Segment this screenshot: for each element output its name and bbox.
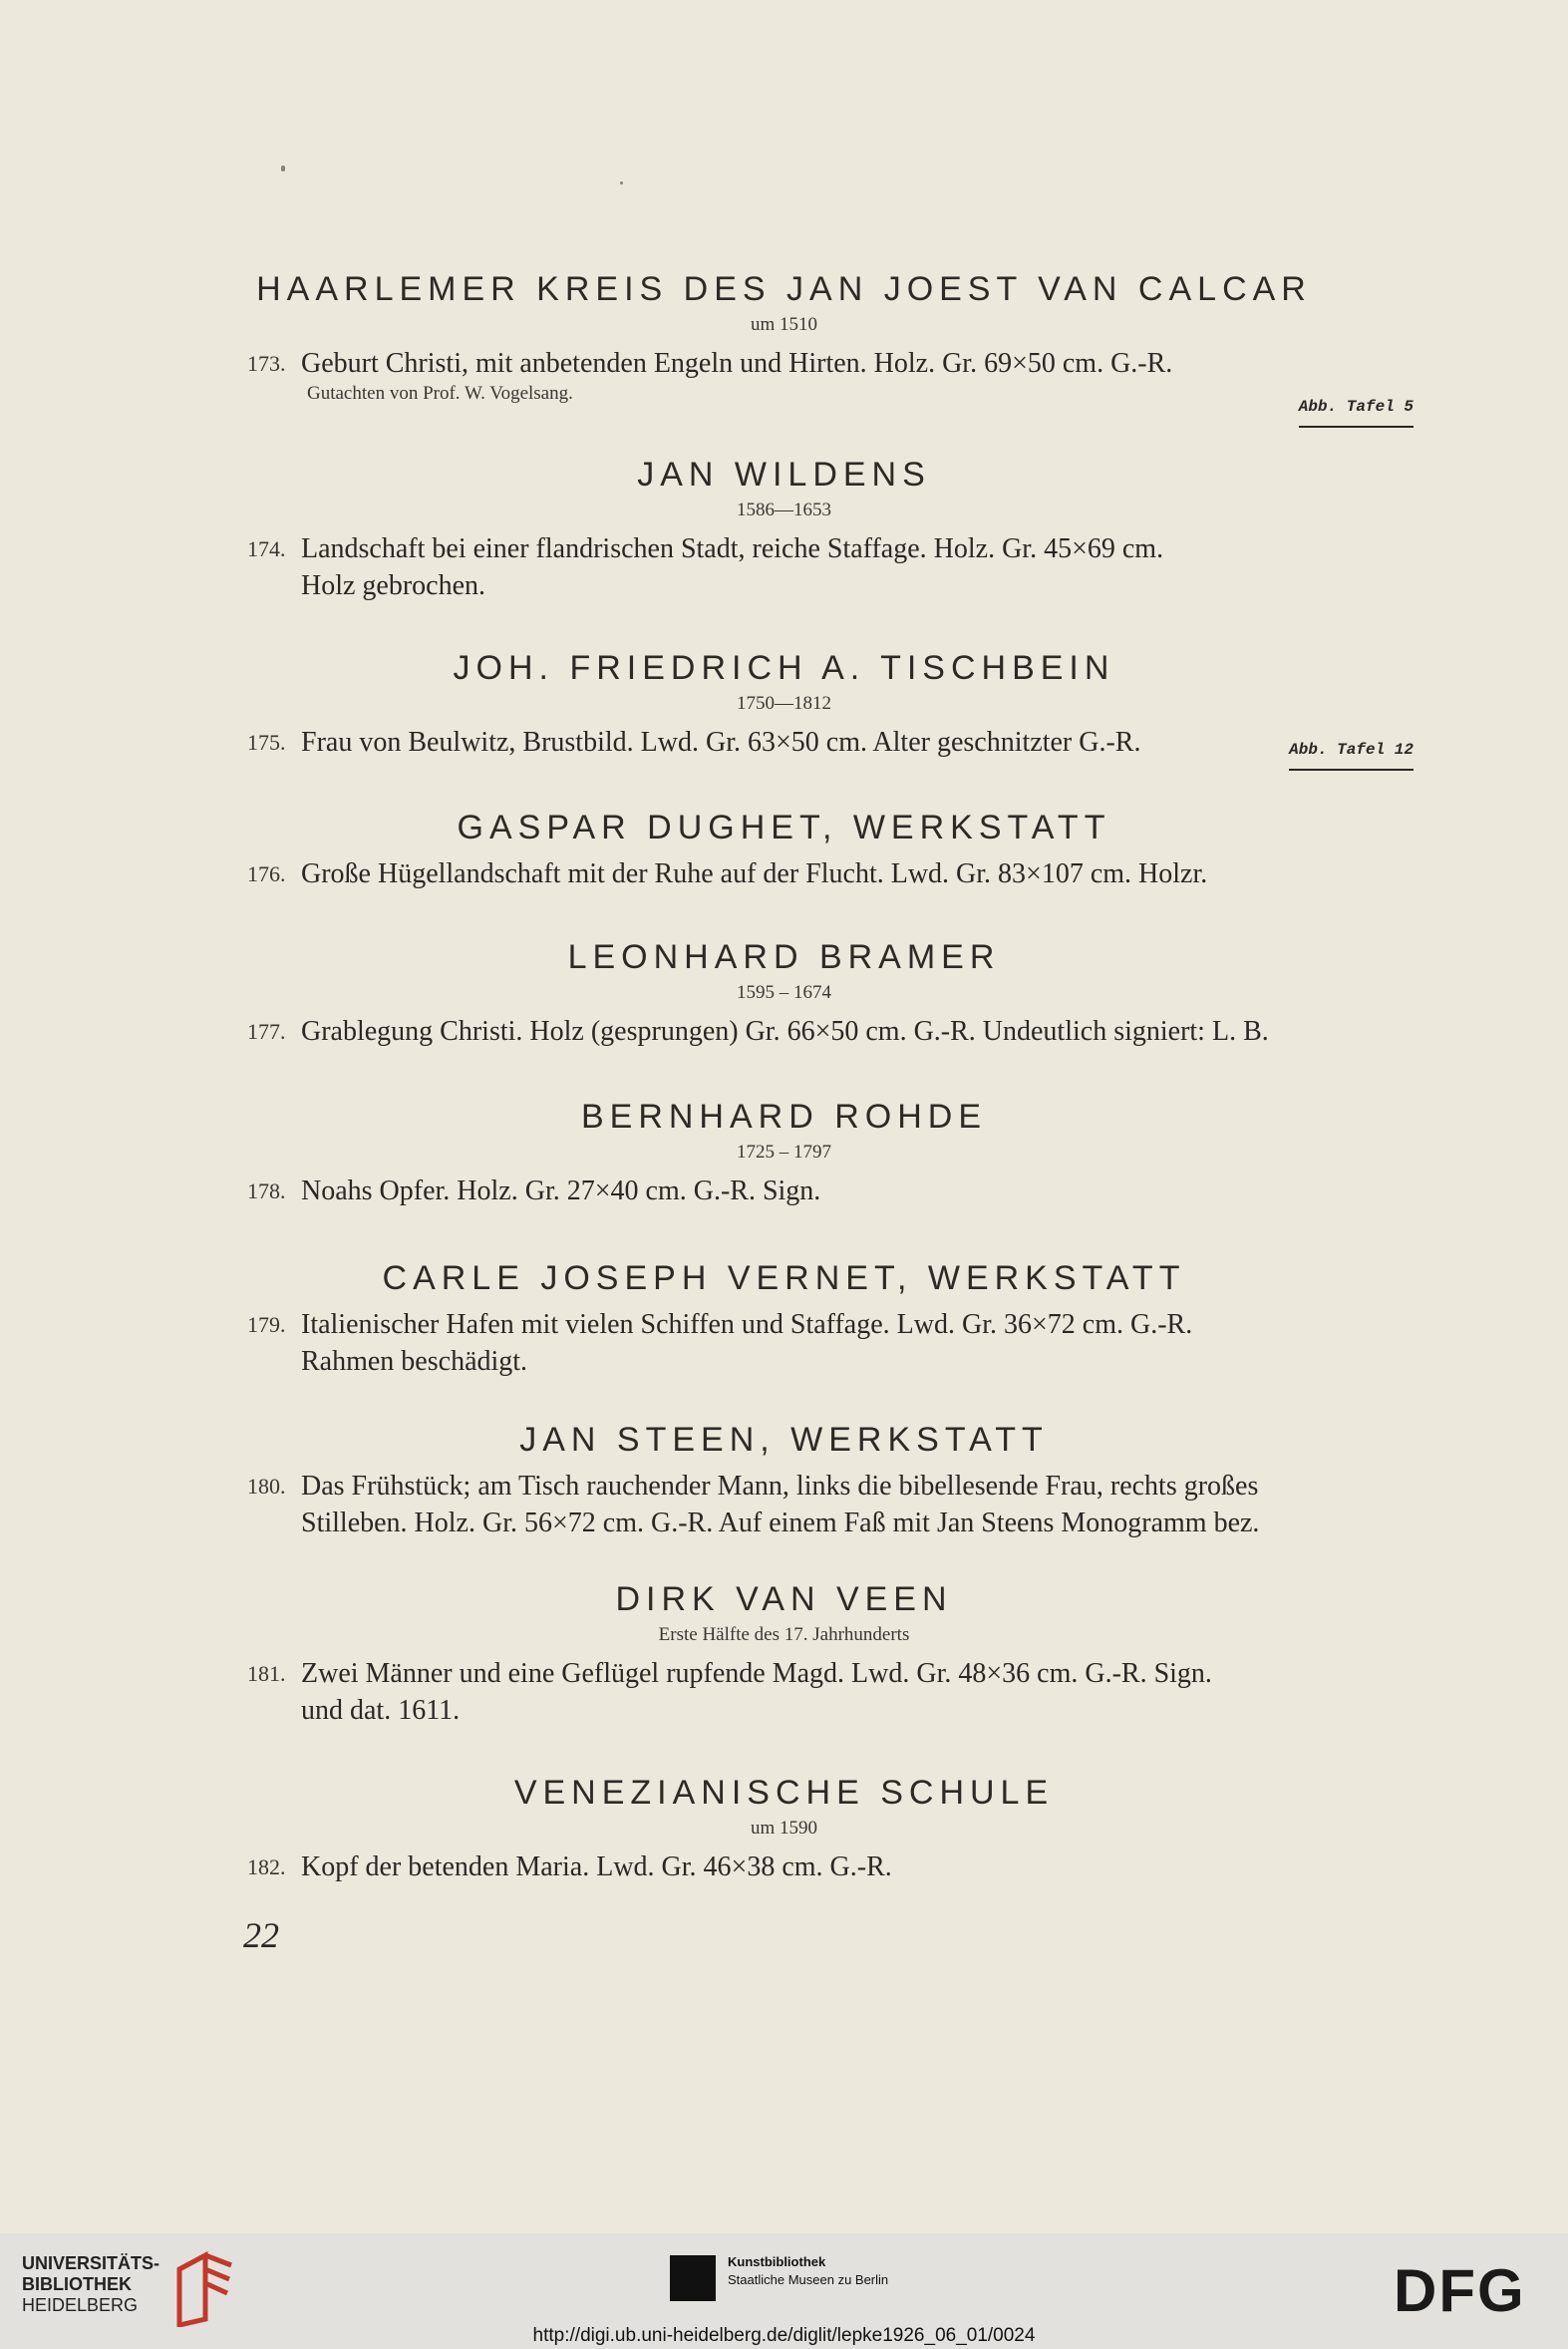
artist-heading: BERNHARD ROHDE (580, 1098, 988, 1136)
catalog-section (0, 1097, 1568, 1209)
entry-description: Zwei Männer und eine Geflügel rupfende Magd. Lwd. Gr. 48×36 cm. G.-R. Sign. (301, 1658, 1212, 1689)
entry-number: 182. (247, 1854, 286, 1879)
entry-description: Große Hügellandschaft mit der Ruhe auf der Flucht. Lwd. Gr. 83×107 cm. Holzr. (301, 858, 1208, 889)
catalog-entry (247, 1013, 1413, 1050)
entry-number: 180. (247, 1474, 286, 1499)
entry-description: Kopf der betenden Maria. Lwd. Gr. 46×38 cm. G.-R. (301, 1851, 892, 1882)
ub-line2: BIBLIOTHEK (22, 2274, 132, 2294)
ub-heidelberg-logo[interactable] (22, 2249, 231, 2329)
paper-speck (281, 166, 285, 171)
entry-description: Noahs Opfer. Holz. Gr. 27×40 cm. G.-R. Sign. (301, 1175, 821, 1206)
kb-line1: Kunstbibliothek (728, 2254, 826, 2269)
artist-heading: LEONHARD BRAMER (567, 938, 1001, 976)
entry-description: Italienischer Hafen mit vielen Schiffen und Staffage. Lwd. Gr. 36×72 cm. G.-R. (301, 1309, 1193, 1340)
entry-description: Grablegung Christi. Holz (gesprungen) Gr. 66×50 cm. G.-R. Undeutlich signiert: L. B. (301, 1016, 1269, 1047)
catalog-entry (247, 1468, 1413, 1541)
catalog-section (0, 455, 1568, 604)
ub-book-icon (171, 2249, 237, 2327)
dfg-logo[interactable]: DFG (1394, 2257, 1526, 2324)
artist-dates: 1725 – 1797 (737, 1142, 831, 1163)
ub-heidelberg-wordmark (22, 2253, 159, 2316)
artist-heading: HAARLEMER KREIS DES JAN JOEST VAN CALCAR (256, 270, 1312, 308)
catalog-section (0, 808, 1568, 892)
catalog-entry (247, 1306, 1413, 1380)
entry-number: 179. (247, 1312, 286, 1337)
entry-number: 173. (247, 351, 286, 376)
kunstbibliothek-eagle-icon (670, 2255, 716, 2301)
artist-dates: um 1510 (750, 314, 818, 335)
plate-reference: Abb. Tafel 5 (1299, 389, 1413, 428)
entry-description-cont: Rahmen beschädigt. (301, 1346, 528, 1377)
permalink-url[interactable]: http://digi.ub.uni-heidelberg.de/diglit/lepke1926_06_01/0024 (532, 2325, 1036, 2346)
artist-heading: VENEZIANISCHE SCHULE (513, 1774, 1055, 1812)
catalog-section (0, 1258, 1568, 1380)
entry-description-cont: und dat. 1611. (301, 1695, 461, 1726)
entry-number: 175. (247, 730, 286, 755)
artist-heading: JOH. FRIEDRICH A. TISCHBEIN (453, 649, 1115, 687)
artist-dates: Erste Hälfte des 17. Jahrhunderts (658, 1624, 910, 1645)
artist-heading: GASPAR DUGHET, WERKSTATT (457, 809, 1111, 846)
entry-description-cont: Stilleben. Holz. Gr. 56×72 cm. G.-R. Auf einem Faß mit Jan Steens Monogramm bez. (301, 1508, 1260, 1538)
artist-dates: 1595 – 1674 (737, 982, 831, 1003)
kunstbibliothek-logo[interactable] (670, 2251, 969, 2311)
catalog-entry (247, 530, 1413, 604)
catalog-entry (247, 345, 1413, 416)
catalog-entry (247, 1655, 1413, 1729)
artist-dates: um 1590 (750, 1818, 818, 1839)
catalog-section (0, 648, 1568, 761)
entry-number: 181. (247, 1661, 286, 1686)
artist-heading: DIRK VAN VEEN (615, 1580, 953, 1618)
entry-number: 177. (247, 1019, 286, 1044)
catalog-section (0, 937, 1568, 1050)
catalog-section (0, 1579, 1568, 1729)
entry-description-cont: Holz gebrochen. (301, 570, 486, 601)
catalog-entry (247, 724, 1413, 761)
plate-reference: Abb. Tafel 12 (1289, 732, 1413, 771)
entry-description: Geburt Christi, mit anbetenden Engeln und Hirten. Holz. Gr. 69×50 cm. G.-R. (301, 348, 1173, 379)
catalog-section (0, 1420, 1568, 1541)
catalog-entry (247, 1173, 1413, 1209)
entry-description: Landschaft bei einer flandrischen Stadt, reiche Staffage. Holz. Gr. 45×69 cm. (301, 533, 1164, 564)
kunstbibliothek-wordmark (728, 2253, 888, 2289)
catalog-entry (247, 855, 1413, 892)
catalog-section (0, 1773, 1568, 1885)
entry-number: 174. (247, 536, 286, 561)
entry-note: Gutachten von Prof. W. Vogelsang. (307, 383, 573, 404)
artist-heading: JAN WILDENS (637, 456, 931, 494)
artist-dates: 1586—1653 (737, 500, 831, 520)
entry-number: 178. (247, 1178, 286, 1203)
catalog-section (0, 269, 1568, 416)
catalog-entry (247, 1848, 1413, 1885)
paper-speck (620, 181, 623, 184)
ub-line1: UNIVERSITÄTS- (22, 2253, 160, 2273)
page-number: 22 (243, 1915, 279, 1955)
artist-heading: CARLE JOSEPH VERNET, WERKSTATT (382, 1259, 1186, 1297)
artist-dates: 1750—1812 (737, 693, 831, 714)
digitization-footer (0, 2233, 1568, 2349)
entry-number: 176. (247, 861, 286, 886)
ub-line3: HEIDELBERG (22, 2295, 139, 2315)
entry-description: Frau von Beulwitz, Brustbild. Lwd. Gr. 63×50 cm. Alter geschnitzter G.-R. (301, 727, 1141, 758)
kb-line2: Staatliche Museen zu Berlin (728, 2272, 889, 2287)
artist-heading: JAN STEEN, WERKSTATT (519, 1421, 1049, 1459)
entry-description: Das Frühstück; am Tisch rauchender Mann, links die bibellesende Frau, rechts großes (301, 1471, 1259, 1502)
